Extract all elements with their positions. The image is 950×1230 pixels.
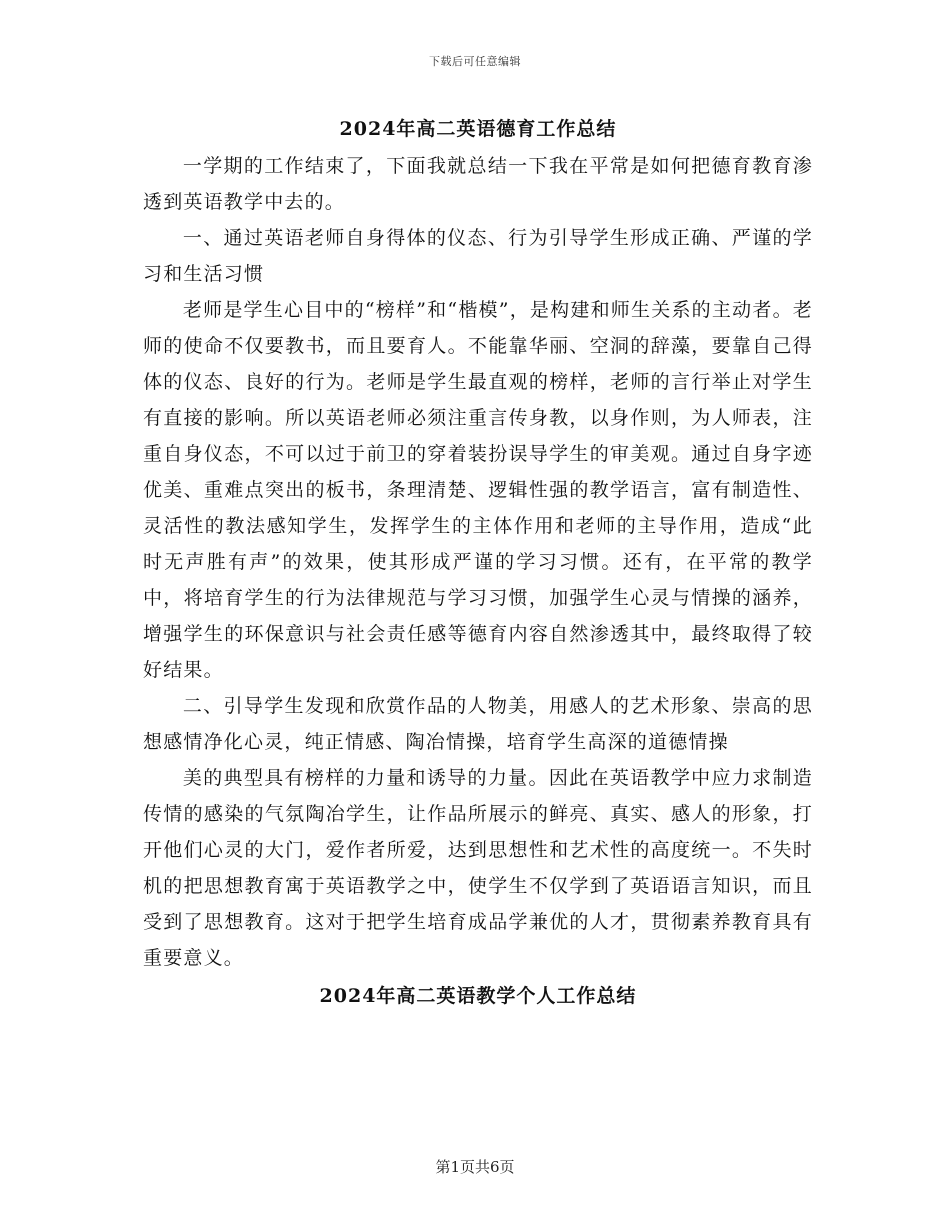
next-document-title: 2024年高二英语教学个人工作总结 [319,985,637,1007]
page-number: 第1页共6页 [435,1158,515,1176]
paragraph-section-1: 老师是学生心目中的“榜样”和“楷模”，是构建和师生关系的主动者。老师的使命不仅要教书，而且要育人。不能靠华丽、空洞的辞藻，要靠自己得体的仪态、良好的行为。老师是学生最直观的榜样，老师的言行举止对学生有直接的影响。所以英语老师必须注重言传身教，以身作则，为人师表，注重自身仪态，不可以过于前卫的穿着装扮误导学生的审美观。通过自身字迹优美、重难点突出的板书，条理清楚、逻辑性强的教学语言，富有制造性、灵活性的教法感知学生，发挥学生的主体作用和老师的主导作用，造成“此时无声胜有声”的效果，使其形成严谨的学习习惯。还有，在平常的教学中，将培育学生的行为法律规范与学习习惯，加强学生心灵与情操的涵养，增强学生的环保意识与社会责任感等德育内容自然渗透其中，最终取得了较好结果。 [143,299,813,681]
paragraph-intro: 一学期的工作结束了，下面我就总结一下我在平常是如何把德育教育渗透到英语教学中去的。 [143,155,813,213]
section-heading-1: 一、通过英语老师自身得体的仪态、行为引导学生形成正确、严谨的学习和生活习惯 [143,227,813,285]
header-note: 下载后可任意编辑 [429,55,521,68]
document-body [143,110,813,1014]
section-heading-2: 二、引导学生发现和欣赏作品的人物美，用感人的艺术形象、崇高的思想感情净化心灵，纯正情感、陶冶情操，培育学生高深的道德情操 [143,695,813,753]
paragraph-section-2: 美的典型具有榜样的力量和诱导的力量。因此在英语教学中应力求制造传情的感染的气氛陶冶学生，让作品所展示的鲜亮、真实、感人的形象，打开他们心灵的大门，爱作者所爱，达到思想性和艺术性的高度统一。不失时机的把思想教育寓于英语教学之中，使学生不仅学到了英语语言知识，而且受到了思想教育。这对于把学生培育成品学兼优的人才，贯彻素养教育具有重要意义。 [143,767,813,969]
document-title: 2024年高二英语德育工作总结 [339,118,617,140]
